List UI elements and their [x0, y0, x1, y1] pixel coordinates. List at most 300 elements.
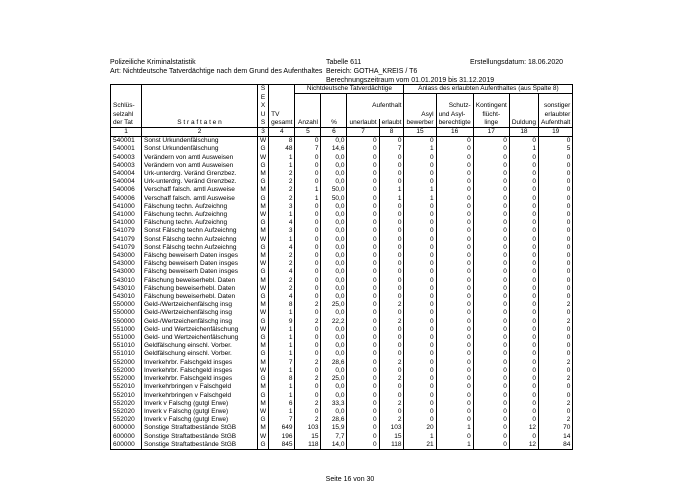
cell-schutzberechtigte: 0 — [436, 145, 473, 153]
cell-unerlaubt: 0 — [347, 195, 379, 203]
cell-ndt-count: 0 — [295, 227, 321, 235]
cell-asylbewerber: 0 — [404, 309, 436, 317]
cell-key-number: 540006 — [111, 195, 142, 203]
cell-kontingent: 0 — [473, 227, 509, 235]
cell-erlaubt: 0 — [379, 244, 404, 252]
cell-unerlaubt: 0 — [347, 227, 379, 235]
cell-ndt-count: 0 — [295, 408, 321, 416]
cell-ndt-percent: 0,0 — [321, 392, 347, 400]
statistics-table — [110, 84, 573, 450]
cell-kontingent: 0 — [473, 342, 509, 350]
cell-tv-total: 4 — [269, 293, 295, 301]
table-row — [111, 424, 573, 432]
cell-kontingent: 0 — [473, 326, 509, 334]
cell-offence-name: Sonstige Straftatbestände StGB — [142, 424, 258, 432]
cell-ndt-percent: 0,0 — [321, 309, 347, 317]
cell-unerlaubt: 0 — [347, 186, 379, 194]
cell-kontingent: 0 — [473, 203, 509, 211]
cell-ndt-count: 0 — [295, 178, 321, 186]
column-number: 5 — [295, 128, 321, 137]
column-number: 7 — [347, 128, 379, 137]
cell-sonstiger: 0 — [539, 293, 573, 301]
cell-tv-total: 3 — [269, 203, 295, 211]
table-number: Tabelle 611 — [326, 59, 362, 66]
cell-erlaubt: 0 — [379, 252, 404, 260]
cell-ndt-count: 0 — [295, 260, 321, 268]
cell-asylbewerber: 1 — [404, 195, 436, 203]
cell-sonstiger: 0 — [539, 162, 573, 170]
cell-sex: G — [258, 145, 269, 153]
cell-offence-name: Geld-/Wertzeichenfälschg insg — [142, 318, 258, 326]
cell-schutzberechtigte: 0 — [436, 285, 473, 293]
cell-asylbewerber: 0 — [404, 203, 436, 211]
cell-asylbewerber: 1 — [404, 433, 436, 441]
cell-asylbewerber: 21 — [404, 441, 436, 450]
column-number: 3 — [258, 128, 269, 137]
table-row — [111, 318, 573, 326]
cell-ndt-percent: 28,6 — [321, 359, 347, 367]
cell-unerlaubt: 0 — [347, 416, 379, 424]
column-number: 17 — [473, 128, 509, 137]
table-row — [111, 236, 573, 244]
cell-ndt-count: 0 — [295, 350, 321, 358]
table-row — [111, 162, 573, 170]
table-row — [111, 326, 573, 334]
report-period: Berechnungszeitraum vom 01.01.2019 bis 31.12.2019 — [326, 77, 495, 84]
cell-ndt-percent: 0,0 — [321, 268, 347, 276]
cell-schutzberechtigte: 0 — [436, 178, 473, 186]
cell-kontingent: 0 — [473, 392, 509, 400]
cell-offence-name: Sonst Urkundenfälschung — [142, 145, 258, 153]
cell-schutzberechtigte: 0 — [436, 227, 473, 235]
table-row — [111, 154, 573, 162]
cell-key-number: 550000 — [111, 318, 142, 326]
cell-kontingent: 0 — [473, 318, 509, 326]
table-row — [111, 227, 573, 235]
cell-unerlaubt: 0 — [347, 342, 379, 350]
cell-sonstiger: 0 — [539, 186, 573, 194]
cell-kontingent: 0 — [473, 416, 509, 424]
cell-sonstiger: 0 — [539, 252, 573, 260]
cell-erlaubt: 7 — [379, 145, 404, 153]
cell-offence-name: Sonstige Straftatbestände StGB — [142, 441, 258, 450]
cell-kontingent: 0 — [473, 424, 509, 432]
cell-unerlaubt: 0 — [347, 268, 379, 276]
cell-ndt-percent: 0,0 — [321, 162, 347, 170]
cell-sex: W — [258, 326, 269, 334]
cell-key-number: 543010 — [111, 293, 142, 301]
cell-duldung: 0 — [509, 154, 538, 162]
cell-ndt-percent: 22,2 — [321, 318, 347, 326]
cell-erlaubt: 0 — [379, 334, 404, 342]
cell-schutzberechtigte: 0 — [436, 252, 473, 260]
cell-schutzberechtigte: 0 — [436, 244, 473, 252]
cell-duldung: 0 — [509, 252, 538, 260]
cell-erlaubt: 0 — [379, 309, 404, 317]
cell-kontingent: 0 — [473, 186, 509, 194]
header-unerlaubt: unerlaubt — [347, 119, 379, 128]
cell-unerlaubt: 0 — [347, 211, 379, 219]
cell-ndt-count: 0 — [295, 342, 321, 350]
cell-kontingent: 0 — [473, 383, 509, 391]
group-header-anlass: Anlass des erlaubten Aufenthaltes (aus Spalte 8) — [404, 85, 573, 94]
cell-tv-total: 1 — [269, 383, 295, 391]
cell-duldung: 0 — [509, 219, 538, 227]
cell-ndt-count: 0 — [295, 309, 321, 317]
cell-unerlaubt: 0 — [347, 252, 379, 260]
cell-ndt-count: 0 — [295, 334, 321, 342]
cell-asylbewerber: 0 — [404, 137, 436, 146]
cell-schutzberechtigte: 0 — [436, 211, 473, 219]
table-row — [111, 392, 573, 400]
cell-schutzberechtigte: 0 — [436, 186, 473, 194]
cell-erlaubt: 15 — [379, 433, 404, 441]
cell-kontingent: 0 — [473, 359, 509, 367]
page-number: Seite 16 von 30 — [325, 476, 375, 483]
cell-tv-total: 1 — [269, 408, 295, 416]
column-number-row — [111, 128, 573, 137]
cell-offence-name: Inverkehrbringen v Falschgeld — [142, 392, 258, 400]
cell-kontingent: 0 — [473, 375, 509, 383]
sexus-letter: S — [258, 119, 269, 128]
cell-asylbewerber: 0 — [404, 227, 436, 235]
cell-ndt-count: 0 — [295, 268, 321, 276]
cell-asylbewerber: 0 — [404, 268, 436, 276]
cell-unerlaubt: 0 — [347, 145, 379, 153]
cell-schutzberechtigte: 0 — [436, 400, 473, 408]
cell-sex: W — [258, 260, 269, 268]
cell-offence-name: Fälschung beweiserhebl. Daten — [142, 277, 258, 285]
cell-ndt-percent: 0,0 — [321, 285, 347, 293]
cell-erlaubt: 2 — [379, 301, 404, 309]
cell-offence-name: Verschaff falsch. amtl Ausweise — [142, 186, 258, 194]
cell-kontingent: 0 — [473, 433, 509, 441]
cell-sonstiger: 0 — [539, 178, 573, 186]
cell-asylbewerber: 0 — [404, 342, 436, 350]
cell-schutzberechtigte: 0 — [436, 203, 473, 211]
cell-schutzberechtigte: 0 — [436, 359, 473, 367]
cell-kontingent: 0 — [473, 350, 509, 358]
cell-key-number: 600000 — [111, 433, 142, 441]
cell-unerlaubt: 0 — [347, 424, 379, 432]
cell-schutzberechtigte: 1 — [436, 424, 473, 432]
cell-duldung: 0 — [509, 137, 538, 146]
cell-tv-total: 2 — [269, 195, 295, 203]
cell-sex: G — [258, 318, 269, 326]
cell-offence-name: Fälschung beweiserhebl. Daten — [142, 285, 258, 293]
cell-asylbewerber: 0 — [404, 170, 436, 178]
cell-sonstiger: 0 — [539, 367, 573, 375]
cell-ndt-percent: 28,6 — [321, 416, 347, 424]
cell-sex: W — [258, 309, 269, 317]
cell-key-number: 540001 — [111, 137, 142, 146]
header-schluessel: selzahl — [111, 111, 142, 119]
cell-ndt-percent: 0,0 — [321, 367, 347, 375]
cell-key-number: 540004 — [111, 170, 142, 178]
cell-sex: G — [258, 392, 269, 400]
cell-key-number: 541079 — [111, 244, 142, 252]
cell-key-number: 552000 — [111, 367, 142, 375]
cell-duldung: 0 — [509, 260, 538, 268]
header-asyl: Asyl — [404, 111, 436, 119]
cell-ndt-percent: 0,0 — [321, 227, 347, 235]
cell-key-number: 543000 — [111, 268, 142, 276]
cell-key-number: 540003 — [111, 154, 142, 162]
cell-offence-name: Geld-/Wertzeichenfälschg insg — [142, 301, 258, 309]
cell-erlaubt: 0 — [379, 285, 404, 293]
cell-sonstiger: 0 — [539, 342, 573, 350]
cell-kontingent: 0 — [473, 137, 509, 146]
cell-schutzberechtigte: 0 — [436, 162, 473, 170]
cell-sex: M — [258, 424, 269, 432]
table-row — [111, 195, 573, 203]
cell-kontingent: 0 — [473, 441, 509, 450]
cell-duldung: 0 — [509, 416, 538, 424]
cell-schutzberechtigte: 0 — [436, 277, 473, 285]
cell-tv-total: 196 — [269, 433, 295, 441]
cell-sex: M — [258, 383, 269, 391]
cell-tv-total: 4 — [269, 244, 295, 252]
header-schutz: berechtigte — [436, 119, 473, 128]
cell-sex: G — [258, 334, 269, 342]
cell-unerlaubt: 0 — [347, 219, 379, 227]
cell-offence-name: Geld-/Wertzeichenfälschg insg — [142, 309, 258, 317]
cell-offence-name: Geldfälschung einschl. Vorber. — [142, 342, 258, 350]
cell-duldung: 0 — [509, 236, 538, 244]
cell-ndt-count: 0 — [295, 244, 321, 252]
sexus-letter: E — [258, 94, 269, 103]
cell-offence-name: Urk-unterdrg. Veränd Grenzbez. — [142, 178, 258, 186]
cell-duldung: 0 — [509, 318, 538, 326]
cell-ndt-count: 2 — [295, 359, 321, 367]
cell-erlaubt: 2 — [379, 375, 404, 383]
cell-sex: W — [258, 408, 269, 416]
cell-sex: W — [258, 236, 269, 244]
table-row — [111, 359, 573, 367]
table-row — [111, 400, 573, 408]
cell-ndt-count: 0 — [295, 236, 321, 244]
cell-offence-name: Sonst Fälschg techn Aufzeichng — [142, 244, 258, 252]
cell-sex: W — [258, 285, 269, 293]
column-number: 18 — [509, 128, 538, 137]
cell-ndt-count: 0 — [295, 367, 321, 375]
cell-offence-name: Fälschung techn. Aufzeichng — [142, 211, 258, 219]
cell-asylbewerber: 0 — [404, 293, 436, 301]
cell-ndt-percent: 0,0 — [321, 252, 347, 260]
cell-duldung: 0 — [509, 285, 538, 293]
cell-tv-total: 1 — [269, 342, 295, 350]
cell-key-number: 552020 — [111, 416, 142, 424]
cell-unerlaubt: 0 — [347, 367, 379, 375]
table-row — [111, 375, 573, 383]
cell-sex: W — [258, 433, 269, 441]
cell-ndt-count: 0 — [295, 326, 321, 334]
header-percent: % — [321, 119, 347, 128]
cell-unerlaubt: 0 — [347, 334, 379, 342]
table-row — [111, 203, 573, 211]
cell-sonstiger: 0 — [539, 154, 573, 162]
cell-tv-total: 2 — [269, 186, 295, 194]
column-number: 15 — [404, 128, 436, 137]
cell-erlaubt: 0 — [379, 137, 404, 146]
cell-duldung: 0 — [509, 293, 538, 301]
table-row — [111, 260, 573, 268]
cell-ndt-percent: 25,0 — [321, 375, 347, 383]
header-asyl: bewerber — [404, 119, 436, 128]
cell-tv-total: 1 — [269, 162, 295, 170]
cell-schutzberechtigte: 0 — [436, 293, 473, 301]
cell-sonstiger: 0 — [539, 244, 573, 252]
cell-duldung: 0 — [509, 211, 538, 219]
cell-duldung: 0 — [509, 342, 538, 350]
cell-sex: G — [258, 375, 269, 383]
cell-ndt-percent: 50,0 — [321, 195, 347, 203]
cell-sonstiger: 0 — [539, 137, 573, 146]
cell-duldung: 0 — [509, 408, 538, 416]
group-header-ndt: Nichtdeutsche Tatverdächtige — [295, 85, 404, 94]
cell-schutzberechtigte: 1 — [436, 441, 473, 450]
cell-key-number: 543010 — [111, 277, 142, 285]
cell-kontingent: 0 — [473, 178, 509, 186]
cell-ndt-percent: 0,0 — [321, 383, 347, 391]
table-row — [111, 219, 573, 227]
cell-kontingent: 0 — [473, 400, 509, 408]
cell-key-number: 541079 — [111, 227, 142, 235]
cell-tv-total: 2 — [269, 178, 295, 186]
header-schutz: und Asyl- — [436, 111, 473, 119]
cell-sonstiger: 0 — [539, 277, 573, 285]
cell-tv-total: 4 — [269, 219, 295, 227]
column-number: 6 — [321, 128, 347, 137]
cell-sex: M — [258, 186, 269, 194]
cell-unerlaubt: 0 — [347, 408, 379, 416]
cell-ndt-percent: 0,0 — [321, 203, 347, 211]
cell-unerlaubt: 0 — [347, 244, 379, 252]
cell-sonstiger: 0 — [539, 326, 573, 334]
cell-tv-total: 7 — [269, 359, 295, 367]
cell-tv-total: 1 — [269, 236, 295, 244]
cell-sonstiger: 0 — [539, 260, 573, 268]
cell-asylbewerber: 0 — [404, 236, 436, 244]
cell-unerlaubt: 0 — [347, 326, 379, 334]
cell-schutzberechtigte: 0 — [436, 350, 473, 358]
cell-kontingent: 0 — [473, 285, 509, 293]
cell-kontingent: 0 — [473, 195, 509, 203]
cell-tv-total: 2 — [269, 260, 295, 268]
cell-ndt-count: 7 — [295, 145, 321, 153]
cell-tv-total: 1 — [269, 326, 295, 334]
cell-ndt-percent: 14,0 — [321, 441, 347, 450]
cell-ndt-percent: 0,0 — [321, 408, 347, 416]
table-row — [111, 342, 573, 350]
cell-erlaubt: 0 — [379, 211, 404, 219]
cell-asylbewerber: 0 — [404, 252, 436, 260]
cell-sex: W — [258, 211, 269, 219]
cell-ndt-count: 1 — [295, 186, 321, 194]
cell-sex: G — [258, 416, 269, 424]
cell-key-number: 552010 — [111, 392, 142, 400]
header-straftaten: S t r a f t a t e n — [142, 119, 258, 128]
cell-sonstiger: 2 — [539, 301, 573, 309]
cell-schutzberechtigte: 0 — [436, 154, 473, 162]
cell-asylbewerber: 0 — [404, 383, 436, 391]
cell-offence-name: Fälschung beweiserhebl. Daten — [142, 293, 258, 301]
cell-asylbewerber: 1 — [404, 186, 436, 194]
cell-schutzberechtigte: 0 — [436, 326, 473, 334]
cell-offence-name: Fälschg beweiserh Daten insges — [142, 268, 258, 276]
cell-sex: M — [258, 227, 269, 235]
cell-erlaubt: 0 — [379, 293, 404, 301]
cell-sonstiger: 84 — [539, 441, 573, 450]
cell-tv-total: 3 — [269, 227, 295, 235]
cell-duldung: 1 — [509, 145, 538, 153]
cell-unerlaubt: 0 — [347, 318, 379, 326]
cell-unerlaubt: 0 — [347, 350, 379, 358]
cell-erlaubt: 2 — [379, 359, 404, 367]
cell-sex: M — [258, 359, 269, 367]
cell-asylbewerber: 0 — [404, 350, 436, 358]
cell-key-number: 540004 — [111, 178, 142, 186]
cell-sonstiger: 0 — [539, 309, 573, 317]
cell-erlaubt: 118 — [379, 441, 404, 450]
cell-sonstiger: 2 — [539, 400, 573, 408]
table-row — [111, 252, 573, 260]
cell-kontingent: 0 — [473, 408, 509, 416]
cell-asylbewerber: 0 — [404, 359, 436, 367]
cell-offence-name: Sonst Fälschg techn Aufzeichng — [142, 227, 258, 235]
cell-schutzberechtigte: 0 — [436, 137, 473, 146]
cell-erlaubt: 103 — [379, 424, 404, 432]
sexus-letter: X — [258, 102, 269, 110]
report-area: Bereich: GOTHA_KREIS / T6 — [326, 68, 418, 75]
cell-tv-total: 845 — [269, 441, 295, 450]
cell-key-number: 600000 — [111, 441, 142, 450]
cell-ndt-count: 0 — [295, 252, 321, 260]
cell-sex: G — [258, 268, 269, 276]
cell-tv-total: 1 — [269, 392, 295, 400]
cell-duldung: 0 — [509, 350, 538, 358]
cell-asylbewerber: 0 — [404, 178, 436, 186]
cell-kontingent: 0 — [473, 268, 509, 276]
cell-schutzberechtigte: 0 — [436, 392, 473, 400]
report-org: Polizeiliche Kriminalstatistik — [110, 59, 196, 66]
cell-offence-name: Inverkehrbringen v Falschgeld — [142, 383, 258, 391]
cell-schutzberechtigte: 0 — [436, 268, 473, 276]
cell-kontingent: 0 — [473, 293, 509, 301]
cell-tv-total: 1 — [269, 154, 295, 162]
cell-unerlaubt: 0 — [347, 178, 379, 186]
cell-sonstiger: 2 — [539, 318, 573, 326]
cell-ndt-percent: 0,0 — [321, 326, 347, 334]
cell-duldung: 0 — [509, 203, 538, 211]
cell-tv-total: 48 — [269, 145, 295, 153]
cell-ndt-count: 2 — [295, 375, 321, 383]
table-row — [111, 145, 573, 153]
cell-sonstiger: 70 — [539, 424, 573, 432]
cell-tv-total: 1 — [269, 309, 295, 317]
column-number: 16 — [436, 128, 473, 137]
cell-ndt-percent: 14,6 — [321, 145, 347, 153]
cell-sex: M — [258, 252, 269, 260]
cell-offence-name: Geld- und Wertzeichenfälschung — [142, 326, 258, 334]
cell-sex: G — [258, 293, 269, 301]
cell-ndt-percent: 0,0 — [321, 334, 347, 342]
cell-tv-total: 1 — [269, 367, 295, 375]
cell-asylbewerber: 0 — [404, 244, 436, 252]
cell-kontingent: 0 — [473, 301, 509, 309]
cell-tv-total: 2 — [269, 277, 295, 285]
cell-schutzberechtigte: 0 — [436, 416, 473, 424]
